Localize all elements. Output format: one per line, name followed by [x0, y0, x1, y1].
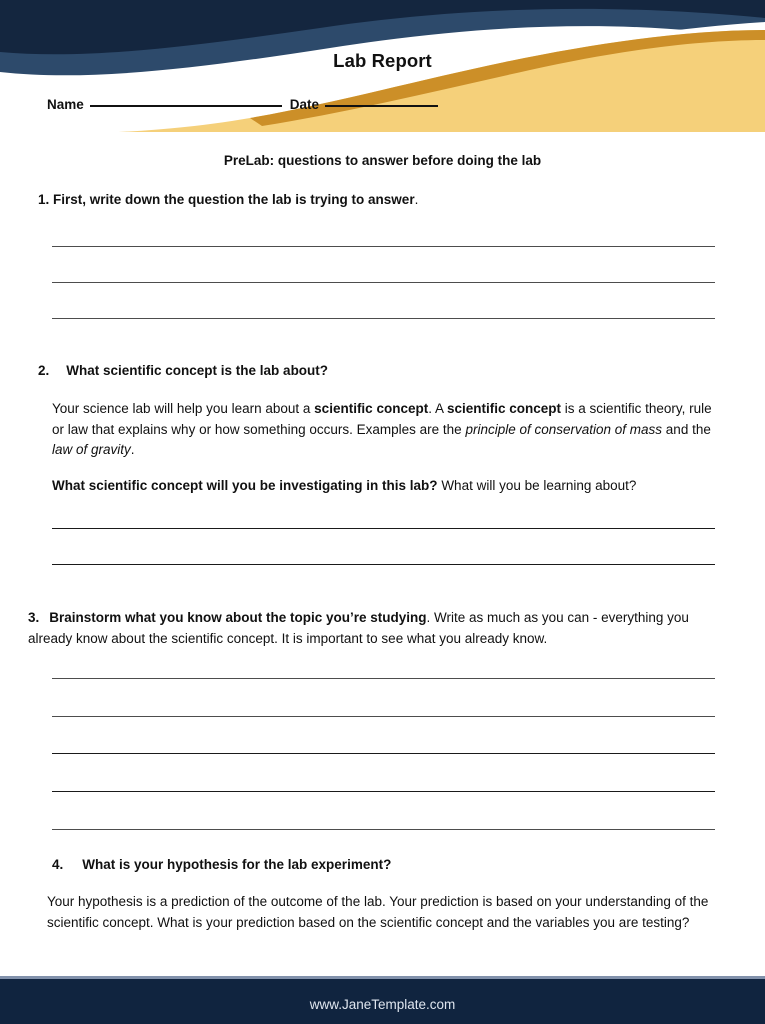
q2-body-seg-2: . A — [428, 401, 447, 416]
q2-body-seg-3: is a scientific theory, rule or law that explains why or how something occurs. Examples are the — [52, 401, 712, 437]
q2-bold-term-2: scientific concept — [447, 401, 562, 416]
q2-body-seg-5: . — [130, 442, 135, 458]
question-3-number: 3. — [28, 610, 40, 625]
date-input-rule[interactable] — [325, 105, 438, 107]
question-4-body: Your hypothesis is a prediction of the outcome of the lab. Your prediction is based on your understanding of the scientific concept. What is your prediction based on the scientific concept and the variables you are testing? — [47, 894, 709, 930]
q3-heading-regular: . Write as much as you can - everything you already know about the scientific concept. It is important to see what you already know. — [28, 610, 689, 646]
name-date-row — [47, 97, 438, 112]
date-label: Date — [289, 97, 320, 112]
q3-heading-bold: Brainstorm what you know about the topic you’re studying — [49, 610, 427, 625]
name-input-rule[interactable] — [90, 105, 282, 107]
question-3-answer-line-5[interactable] — [52, 829, 715, 830]
prelab-heading: PreLab: questions to answer before doing the lab — [223, 153, 542, 168]
question-2-answer-line-1[interactable] — [52, 528, 715, 529]
question-2-heading — [38, 361, 728, 382]
q2-italic-term-1: principle of conservation of mass — [465, 421, 663, 437]
question-1-heading — [38, 190, 728, 211]
question-1-answer-line-3[interactable] — [52, 318, 715, 319]
question-4-heading — [52, 855, 732, 876]
page-title: Lab Report — [333, 50, 432, 71]
question-2-text: What scientific concept is the lab about? — [66, 363, 329, 378]
q2-italic-term-2: law of gravity — [52, 442, 131, 458]
question-3-answer-line-4[interactable] — [52, 791, 715, 792]
q2-bold-term-1: scientific concept — [314, 401, 429, 416]
question-2-prompt — [52, 476, 717, 497]
question-4-number: 4. — [52, 857, 64, 872]
q2-body-seg-1: Your science lab will help you learn about a — [52, 401, 315, 416]
q2-body-seg-4: and the — [662, 421, 711, 437]
question-3-answer-line-3[interactable] — [52, 753, 715, 754]
question-1-answer-line-1[interactable] — [52, 246, 715, 247]
q2-prompt-regular: What will you be learning about? — [437, 478, 637, 493]
q2-prompt-bold: What scientific concept will you be investigating in this lab? — [52, 478, 438, 493]
question-4-text: What is your hypothesis for the lab experiment? — [82, 857, 392, 872]
question-2-body — [52, 399, 717, 461]
question-1-answer-line-2[interactable] — [52, 282, 715, 283]
footer-url[interactable]: www.JaneTemplate.com — [309, 997, 456, 1012]
question-1-text: First, write down the question the lab is trying to answer — [53, 192, 415, 207]
question-1-period: . — [414, 192, 419, 207]
question-1-number: 1. — [38, 192, 50, 207]
question-3-answer-line-2[interactable] — [52, 716, 715, 717]
question-2-answer-line-2[interactable] — [52, 564, 715, 565]
question-3-heading — [28, 608, 728, 649]
name-label: Name — [47, 97, 84, 112]
question-2-number: 2. — [38, 363, 50, 378]
question-3-answer-line-1[interactable] — [52, 678, 715, 679]
